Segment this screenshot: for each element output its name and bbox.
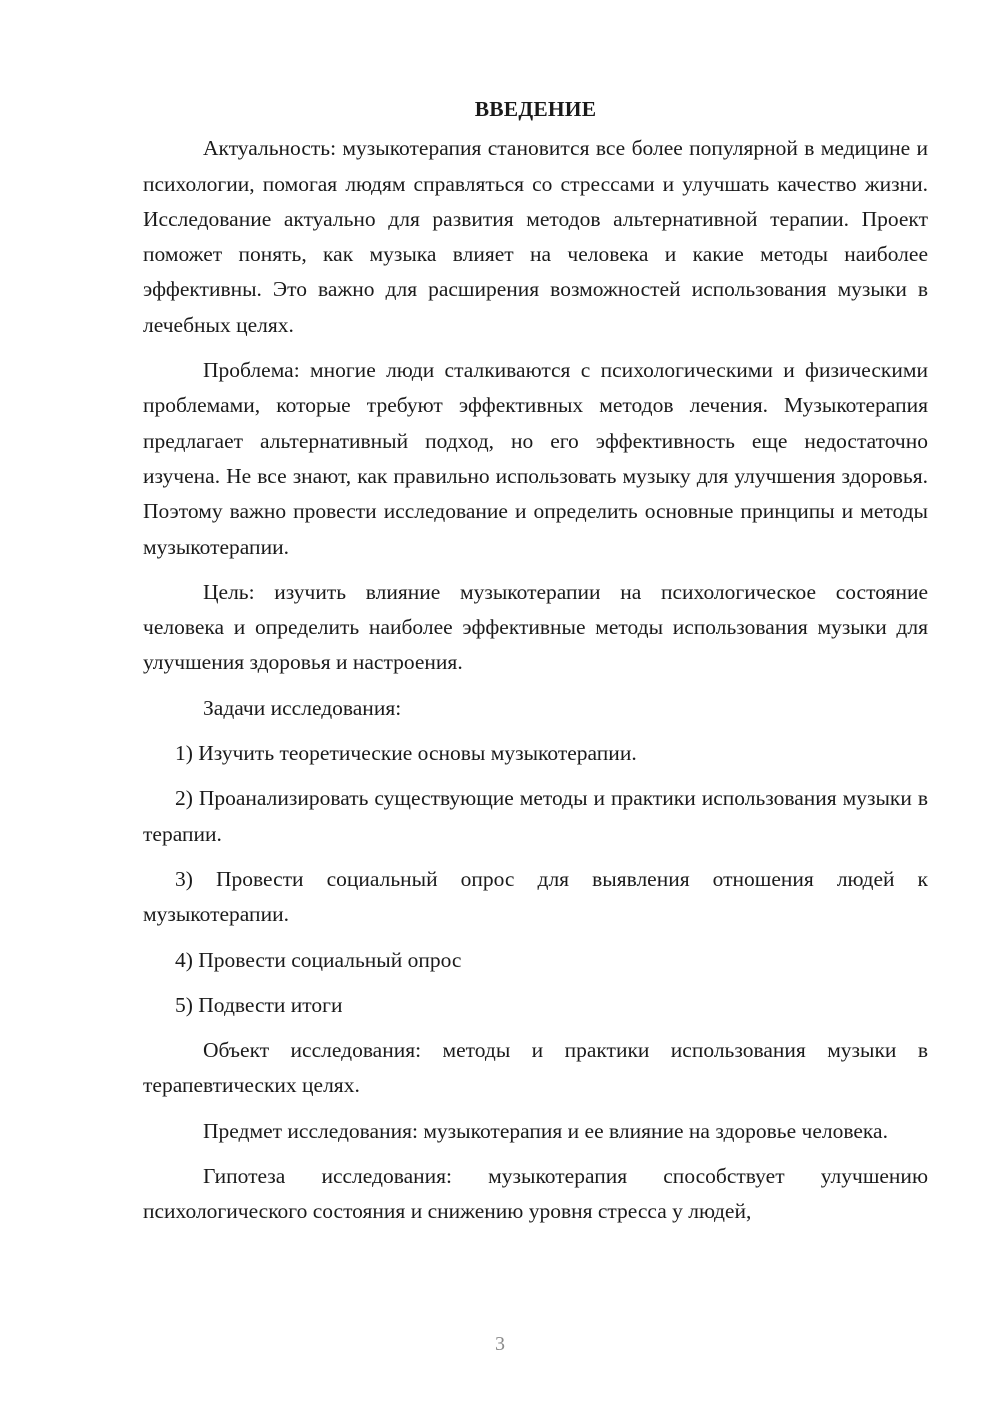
page-number: 3 bbox=[495, 1333, 505, 1355]
task-item-2: 2) Проанализировать существующие методы и практики использования музыки в терапии. bbox=[143, 786, 928, 846]
object-paragraph: Объект исследования: методы и практики использования музыки в терапевтических целях. bbox=[143, 1038, 928, 1098]
task-item-5: 5) Подвести итоги bbox=[175, 992, 343, 1017]
task-item-3: 3) Провести социальный опрос для выявления отношения людей к музыкотерапии. bbox=[143, 866, 928, 927]
section-title: ВВЕДЕНИЕ bbox=[474, 97, 597, 121]
page-content bbox=[143, 92, 928, 1240]
task-item-4: 4) Провести социальный опрос bbox=[175, 947, 462, 972]
subject-paragraph: Предмет исследования: музыкотерапия и ее влияние на здоровье человека. bbox=[203, 1118, 888, 1143]
tasks-heading: Задачи исследования: bbox=[203, 695, 402, 720]
hypothesis-paragraph: Гипотеза исследования: музыкотерапия способствует улучшению психологического состояния и снижению уровня стресса у людей, bbox=[143, 1164, 928, 1224]
problem-paragraph: Проблема: многие люди сталкиваются с психологическими и физическими проблемами, которые требуют эффективных методов лечения. Музыкотерапия предлагает альтернативный подход, но его эффективность еще недостаточно изучена. Не все знают, как правильно использовать музыку для улучшения здоровья. Поэтому важно провести исследование и определить основные принципы и методы музыкотерапии. bbox=[143, 358, 928, 559]
relevance-paragraph: Актуальность: музыкотерапия становится все более популярной в медицине и психологии, помогая людям справляться со стрессами и улучшать качество жизни. Исследование актуально для развития методов альтернативной терапии. Проект поможет понять, как музыка влияет на человека и какие методы наиболее эффективны. Это важно для расширения возможностей использования музыки в лечебных целях. bbox=[143, 136, 928, 337]
task-item-1: 1) Изучить теоретические основы музыкотерапии. bbox=[175, 741, 637, 766]
goal-paragraph: Цель: изучить влияние музыкотерапии на психологическое состояние человека и определить наиболее эффективные методы использования музыки для улучшения здоровья и настроения. bbox=[143, 579, 928, 675]
